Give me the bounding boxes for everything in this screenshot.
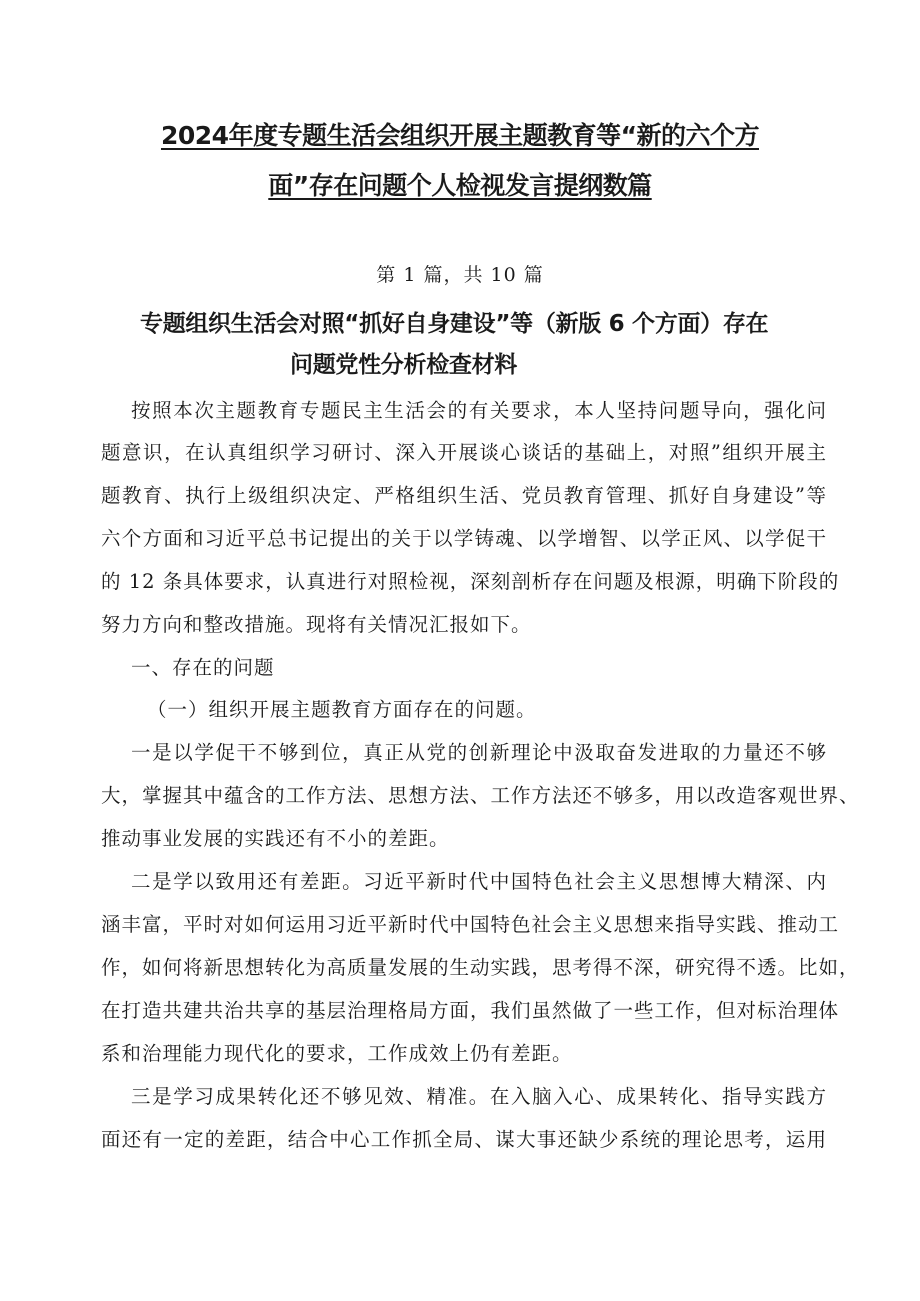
paragraph-line: 面还有一定的差距，结合中心工作抓全局、谋大事还缺少系统的理论思考，运用 <box>101 1128 827 1151</box>
paragraph-line: 按照本次主题教育专题民主生活会的有关要求，本人坚持问题导向，强化问 <box>131 399 827 422</box>
paragraph-line: 系和治理能力现代化的要求，工作成效上仍有差距。 <box>101 1042 573 1065</box>
section-title-line-1: 专题组织生活会对照“抓好自身建设”等（新版 6 个方面）存在 <box>140 311 769 337</box>
paragraph-line: 作，如何将新思想转化为高质量发展的生动实践，思考得不深，研究得不透。比如， <box>101 956 860 979</box>
paragraph-line: 一是以学促干不够到位，真正从党的创新理论中汲取奋发进取的力量还不够 <box>131 741 827 764</box>
title-text-1: 2024年度专题生活会组织开展主题教育等“新的六个方 <box>160 121 759 150</box>
paragraph-line: 努力方向和整改措施。现将有关情况汇报如下。 <box>101 613 532 636</box>
section-heading: 一、存在的问题 <box>131 656 275 679</box>
document-title-line-2 <box>100 166 820 202</box>
paragraph-line: 题教育、执行上级组织决定、严格组织生活、党员教育管理、抓好自身建设”等 <box>101 484 827 507</box>
paragraph-line: 题意识，在认真组织学习研讨、深入开展谈心谈话的基础上，对照”组织开展主 <box>101 441 827 464</box>
title-text-2: 面”存在问题个人检视发言提纲数篇 <box>268 171 652 200</box>
paragraph-line: 推动事业发展的实践还有不小的差距。 <box>101 827 450 850</box>
subsection-heading: （一）组织开展主题教育方面存在的问题。 <box>147 698 537 721</box>
paragraph-line: 三是学习成果转化还不够见效、精准。在入脑入心、成果转化、指导实践方 <box>131 1085 827 1108</box>
section-title-line-2: 问题党性分析检查材料 <box>290 352 518 378</box>
paragraph-line: 六个方面和习近平总书记提出的关于以学铸魂、以学增智、以学正风、以学促干 <box>101 527 827 550</box>
paragraph-line: 二是学以致用还有差距。习近平新时代中国特色社会主义思想博大精深、内 <box>131 870 827 893</box>
paragraph-line: 的 12 条具体要求，认真进行对照检视，深刻剖析存在问题及根源，明确下阶段的 <box>101 570 840 593</box>
paragraph-line: 涵丰富，平时对如何运用习近平新时代中国特色社会主义思想来指导实践、推动工 <box>101 913 840 936</box>
document-title-line-1 <box>100 116 820 152</box>
article-count: 第 1 篇，共 10 篇 <box>376 264 544 286</box>
paragraph-line: 在打造共建共治共享的基层治理格局方面，我们虽然做了一些工作，但对标治理体 <box>101 999 840 1022</box>
paragraph-line: 大，掌握其中蕴含的工作方法、思想方法、工作方法还不够多，用以改造客观世界、 <box>101 784 860 807</box>
